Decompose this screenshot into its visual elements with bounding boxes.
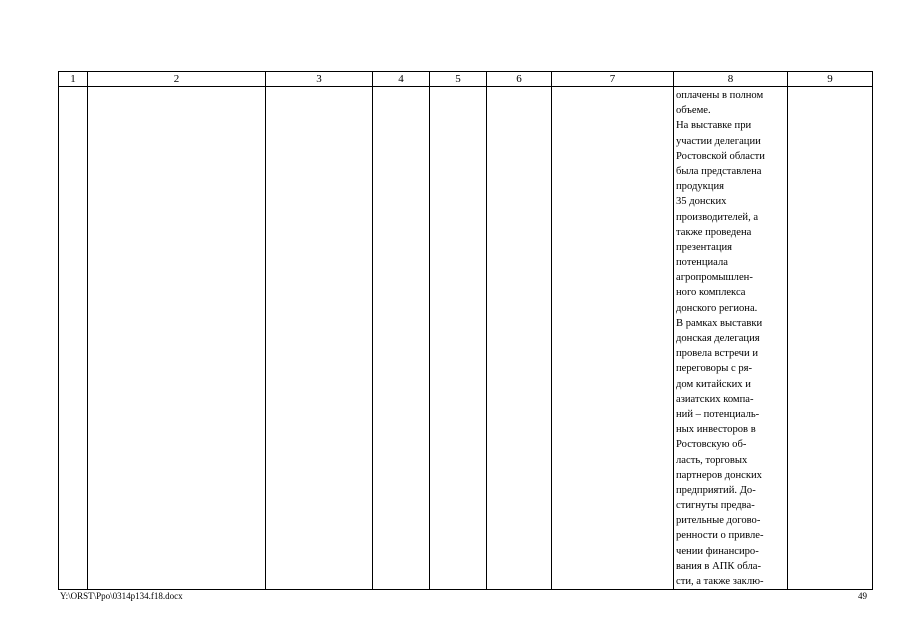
text-line: объеме. <box>676 105 711 117</box>
text-line: переговоры с ря- <box>676 363 753 375</box>
text-line: сти, а также заклю- <box>676 576 764 587</box>
column-header-3: 3 <box>266 72 373 87</box>
text-line: чении финансиро- <box>676 545 759 557</box>
text-line: рительные догово- <box>676 515 761 527</box>
cell-col-5 <box>430 87 487 590</box>
text-line: азиатских компа- <box>676 393 754 405</box>
text-line: В рамках выставки <box>676 317 763 329</box>
column-header-2: 2 <box>88 72 266 87</box>
column-header-6: 6 <box>487 72 552 87</box>
text-line: оплачены в полном <box>676 90 764 101</box>
text-line: ных инвесторов в <box>676 424 756 436</box>
text-line: 35 донских <box>676 196 727 208</box>
column-header-9: 9 <box>788 72 873 87</box>
text-line: донская делегация <box>676 333 760 344</box>
text-line: дом китайских и <box>676 378 751 390</box>
cell-col-1 <box>59 87 88 590</box>
text-line: вания в АПК обла- <box>676 560 762 572</box>
text-line: презентация <box>676 241 733 253</box>
text-line: потенциала <box>676 257 728 269</box>
column-header-8: 8 <box>674 72 788 87</box>
text-line: ний – потенциаль- <box>676 408 760 420</box>
text-line: ного комплекса <box>676 287 746 299</box>
text-line: производителей, а <box>676 211 759 223</box>
data-table <box>58 71 873 590</box>
column-header-7: 7 <box>552 72 674 87</box>
page-number: 49 <box>858 591 867 601</box>
text-line: была представлена <box>676 165 762 177</box>
text-line: Ростовскую об- <box>676 439 747 451</box>
text-line: предприятий. До- <box>676 484 756 496</box>
text-line: продукция <box>676 181 725 193</box>
column-header-1: 1 <box>59 72 88 87</box>
cell-col-2 <box>88 87 266 590</box>
cell-col-4 <box>373 87 430 590</box>
text-line: агропромышлен- <box>676 272 753 284</box>
text-line: стигнуты предва- <box>676 500 755 512</box>
text-line: также проведена <box>676 226 752 238</box>
text-line: участии делегации <box>676 135 761 147</box>
cell-col-3 <box>266 87 373 590</box>
cell-col-6 <box>487 87 552 590</box>
text-line: донского региона. <box>676 302 758 314</box>
footer-file-path: Y:\ORST\Ppo\0314p134.f18.docx <box>60 591 183 601</box>
text-line: Ростовской области <box>676 150 765 162</box>
cell-col-9 <box>788 87 873 590</box>
column-header-5: 5 <box>430 72 487 87</box>
text-line: На выставке при <box>676 120 752 132</box>
header-row <box>59 72 873 87</box>
text-line: провела встречи и <box>676 348 758 360</box>
column-header-4: 4 <box>373 72 430 87</box>
text-line: ласть, торговых <box>676 454 748 466</box>
cell-col-7 <box>552 87 674 590</box>
text-line: ренности о привле- <box>676 530 764 542</box>
cell-col-8 <box>674 87 788 590</box>
text-line: партнеров донских <box>676 469 762 481</box>
table-row <box>59 87 873 590</box>
